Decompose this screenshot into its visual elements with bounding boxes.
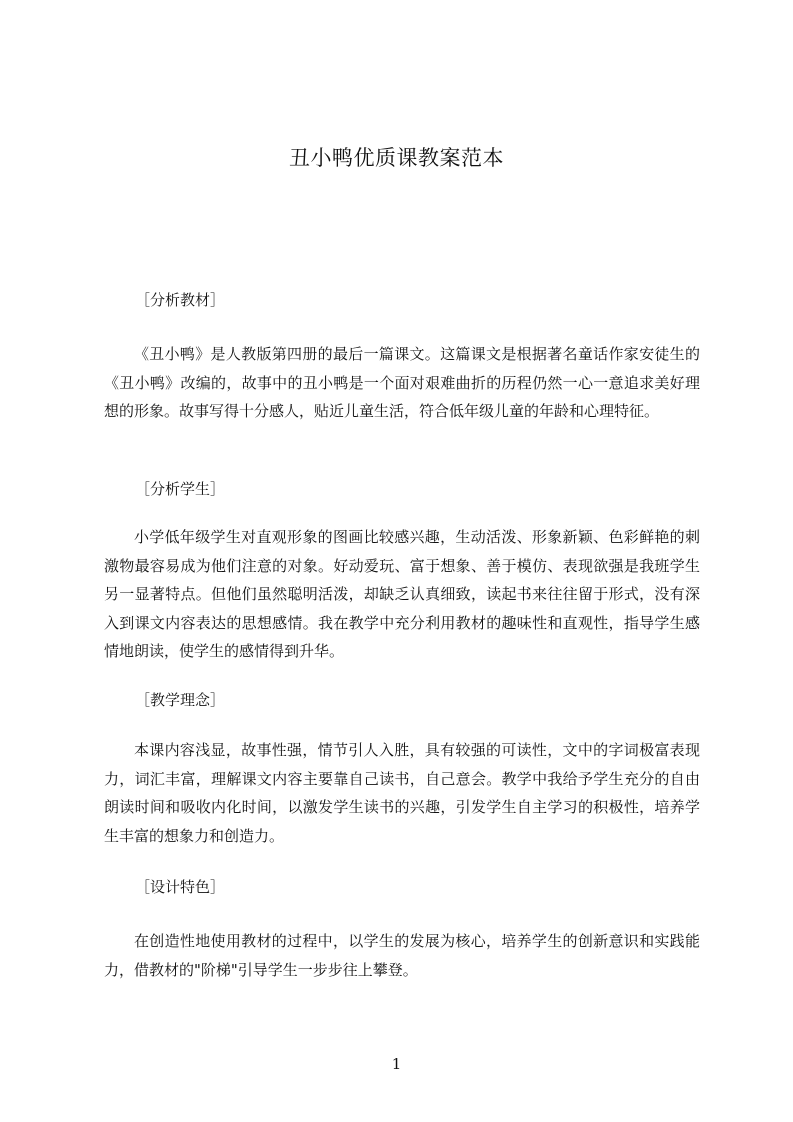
page-number: 1 (391, 1055, 402, 1073)
document-title: 丑小鸭优质课教案范本 (289, 146, 504, 170)
section-heading-design-features: ［设计特色］ (135, 878, 226, 896)
section-body-design-features: 在创造性地使用教材的过程中，以学生的发展为核心，培养学生的创新意识和实践能力，借教材的"阶梯"引导学生一步步往上攀登。 (104, 932, 700, 979)
section-body-teaching-concept: 本课内容浅显，故事性强，情节引人入胜，具有较强的可读性，文中的字词极富表现力，词汇丰富，理解课文内容主要靠自己读书，自己意会。教学中我给予学生充分的自由朗读时间和吸收内化时间，以激发学生读书的兴趣，引发学生自主学习的积极性，培养学生丰富的想象力和创造力。 (104, 741, 700, 845)
section-heading-analyze-textbook: ［分析教材］ (135, 291, 226, 309)
section-heading-analyze-students: ［分析学生］ (135, 480, 226, 498)
section-heading-teaching-concept: ［教学理念］ (135, 691, 226, 709)
section-body-analyze-textbook: 《丑小鸭》是人教版第四册的最后一篇课文。这篇课文是根据著名童话作家安徒生的《丑小鸭》改编的，故事中的丑小鸭是一个面对艰难曲折的历程仍然一心一意追求美好理想的形象。故事写得十分感人，贴近儿童生活，符合低年级儿童的年龄和心理特征。 (104, 345, 700, 420)
section-body-analyze-students: 小学低年级学生对直观形象的图画比较感兴趣，生动活泼、形象新颖、色彩鲜艳的刺激物最容易成为他们注意的对象。好动爱玩、富于想象、善于模仿、表现欲强是我班学生另一显著特点。但他们虽然聪明活泼，却缺乏认真细致，读起书来往往留于形式，没有深入到课文内容表达的思想感情。我在教学中充分利用教材的趣味性和直观性，指导学生感情地朗读，使学生的感情得到升华。 (104, 528, 700, 660)
